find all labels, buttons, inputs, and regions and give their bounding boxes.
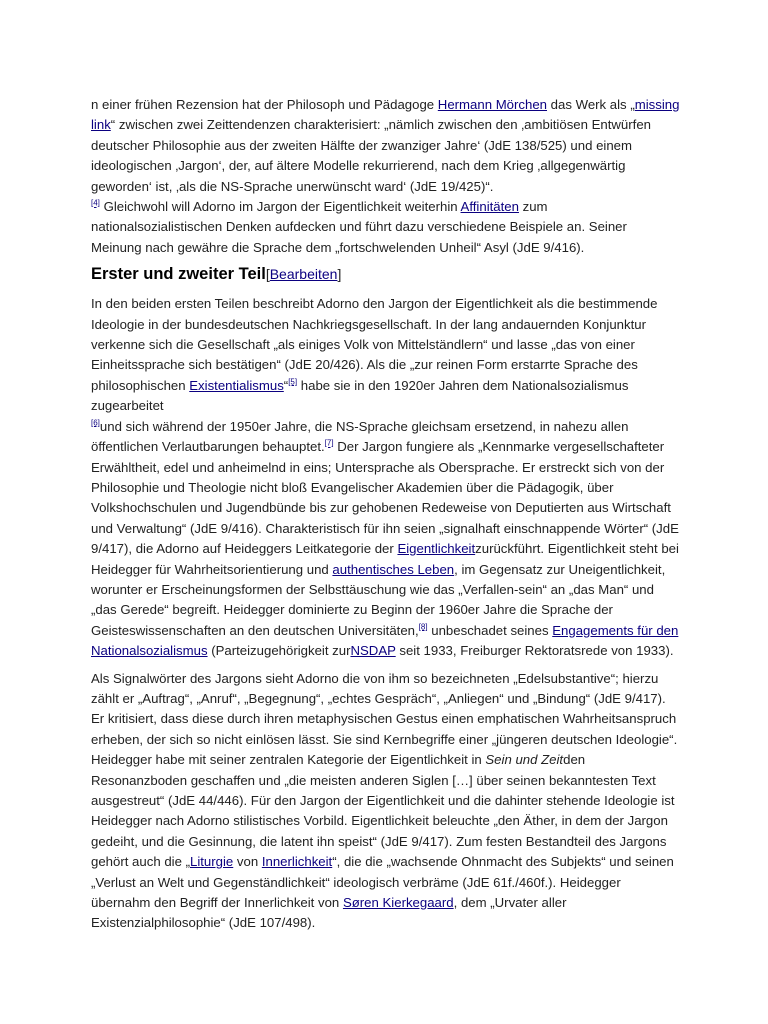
text: (Parteizugehörigkeit zur	[207, 643, 351, 659]
text: zurückführt. Eigentlichkeit steht bei Heidegger für Wahrheitsorientierung und	[91, 541, 679, 577]
footnote-ref-5[interactable]	[288, 377, 297, 386]
footnote-ref-4[interactable]	[91, 199, 100, 208]
text: “ zwischen zwei Zeittendenzen charakterisiert: „nämlich zwischen den ‚ambitiösen Entwürfen deutscher Philosophie aus der zweiten Hälfte der zwanziger Jahre‘ (JdE 138/525) und einem ideologischen ‚Jargon‘, der, auf ältere Modelle rekurrierend, nach dem Krieg ‚allgegenwärtig geworden‘ ist, ‚als die NS-Sprache unerwünscht ward‘ (JdE 19/425)“.	[91, 117, 651, 194]
title-sein-und-zeit: Sein und Zeit	[485, 752, 564, 768]
link-hermann-moerchen[interactable]: Hermann Mörchen	[437, 97, 548, 112]
link-missing-link[interactable]: missing link	[91, 97, 680, 133]
text: “, die die „wachsende Ohnmacht des Subjekts“ und seinen „Verlust an Welt und Gegenständlichkeit“ ideologisch verbräme (JdE 61f./460f.). Heidegger übernahm den Begriff der Innerlichkeit von	[91, 854, 674, 911]
footnote-link[interactable]: [8]	[418, 622, 428, 632]
edit-section	[266, 266, 342, 282]
link-eigentlichkeit[interactable]: Eigentlichkeit	[397, 541, 476, 557]
paragraph-2	[91, 294, 681, 661]
footnote-link[interactable]: [6]	[91, 418, 100, 428]
text: n einer frühen Rezension hat der Philosoph und Pädagoge	[91, 97, 438, 112]
link-soeren-kierkegaard[interactable]: Søren Kierkegaard	[342, 895, 454, 911]
footnote-ref-8[interactable]	[419, 622, 428, 631]
text: , im Gegensatz zur Uneigentlichkeit, worunter er Erscheinungsformen der Selbsttäuschung wie das „Verfallen-sein“ an „das Man“ und „das Gerede“ begreift. Heidegger dominierte zu Beginn der 1960er Jahre die Sprache der Geisteswissenschaften an den deutschen Universitäten,	[91, 561, 666, 638]
text: Der Jargon fungiere als „Kennmarke vergesellschafteter Erwähltheit, edel und anheimelnd in eins; Untersprache als Obersprache. Er erstreckt sich von der Philosophie und Theologie nicht bloß Evangelischer Akademien über die Pädagogik, über Volkshochschulen und Jugendbünde bis zur gehobenen Redeweise von Deputierten aus Wirtschaft und Verwaltung“ (JdE 9/416). Charakteristisch für ihn seien „signalhaft einschnappende Wörter“ (JdE 9/417), die Adorno auf Heideggers Leitkategorie der	[91, 439, 679, 557]
footnote-link[interactable]: [5]	[288, 377, 298, 387]
link-existentialismus[interactable]: Existentialismus	[189, 377, 284, 393]
link-innerlichkeit[interactable]: Innerlichkeit	[261, 854, 333, 870]
link-engagements-ns[interactable]: Engagements für den Nationalsozialismus	[91, 622, 679, 659]
text: den Resonanzboden geschaffen und „die meisten anderen Siglen […] über seinen bekanntesten Text ausgestreut“ (JdE 44/446). Für den Jargon der Eigentlichkeit und die dahinter stehende Ideologie ist Heidegger nach Adorno stilistisches Vorbild. Eigentlichkeit beleuchte „den Äther, in dem der Jargon gedeiht, und die Gesinnung, die latent ihn speist“ (JdE 9/417). Zum festen Bestandteil des Jargons gehört auch die „	[91, 752, 675, 870]
footnote-link[interactable]: [4]	[91, 198, 100, 208]
text: das Werk als „	[547, 97, 635, 112]
text: von	[233, 854, 262, 870]
footnote-link[interactable]: [7]	[324, 438, 334, 448]
article-body	[91, 95, 681, 934]
paragraph-3	[91, 669, 681, 934]
text: Gleichwohl will Adorno im Jargon der Eigentlichkeit weiterhin	[99, 199, 461, 215]
bracket: ]	[337, 266, 342, 283]
section-title: Erster und zweiter Teil	[91, 265, 266, 284]
section-heading	[91, 262, 681, 286]
text: unbeschadet seines	[427, 622, 553, 638]
footnote-ref-6[interactable]	[91, 418, 100, 427]
text: In den beiden ersten Teilen beschreibt Adorno den Jargon der Eigentlichkeit als die bestimmende Ideologie in der bundesdeutschen Nachkriegsgesellschaft. In der lang andauernden Konjunktur verkenne sich die Gesellschaft „als einiges Volk von Mittelständlern“ und lasse „das von einer Einheitssprache sich bestätigen“ (JdE 20/426). Als die „zur reinen Form erstarrte Sprache des philosophischen	[91, 296, 658, 393]
text: und sich während der 1950er Jahre, die NS-Sprache gleichsam ersetzend, in nahezu allen öffentlichen Verlautbarungen behauptet.	[91, 418, 629, 455]
text: Als Signalwörter des Jargons sieht Adorno die von ihm so bezeichneten „Edelsubstantive“; hierzu zählt er „Auftrag“, „Anruf“, „Begegnung“, „echtes Gespräch“, „Anliegen“ und „Bindung“ (JdE 9/417). Er kritisiert, dass diese durch ihren metaphysischen Gestus einen emphatischen Wahrheitsanspruch erheben, der sich so nicht einlösen lässt. Sie sind Kernbegriffe einer „jüngeren deutschen Ideologie“. Heidegger habe mit seiner zentralen Kategorie der Eigentlichkeit in	[91, 670, 678, 768]
link-nsdap[interactable]: NSDAP	[350, 643, 396, 659]
bracket: [	[265, 266, 270, 283]
link-affinitaeten[interactable]: Affinitäten	[460, 199, 519, 215]
text: seit 1933, Freiburger Rektoratsrede von 1933).	[395, 643, 674, 659]
text: zum nationalsozialistischen Denken aufdecken und führt dazu verschiedene Beispiele an. Seiner Meinung nach gewähre die Sprache dem „fortschwelenden Unheil“ Asyl (JdE 9/416).	[91, 199, 627, 255]
paragraph-intro	[91, 95, 681, 258]
link-authentisches-leben[interactable]: authentisches Leben	[332, 561, 455, 577]
text: “	[283, 377, 289, 393]
text: , dem „Urvater aller Existenzialphilosophie“ (JdE 107/498).	[91, 895, 567, 931]
text: habe sie in den 1920er Jahren dem Nationalsozialismus zugearbeitet	[91, 377, 629, 414]
link-liturgie[interactable]: Liturgie	[189, 854, 234, 870]
edit-link[interactable]: Bearbeiten	[269, 266, 338, 283]
footnote-ref-7[interactable]	[325, 439, 334, 448]
